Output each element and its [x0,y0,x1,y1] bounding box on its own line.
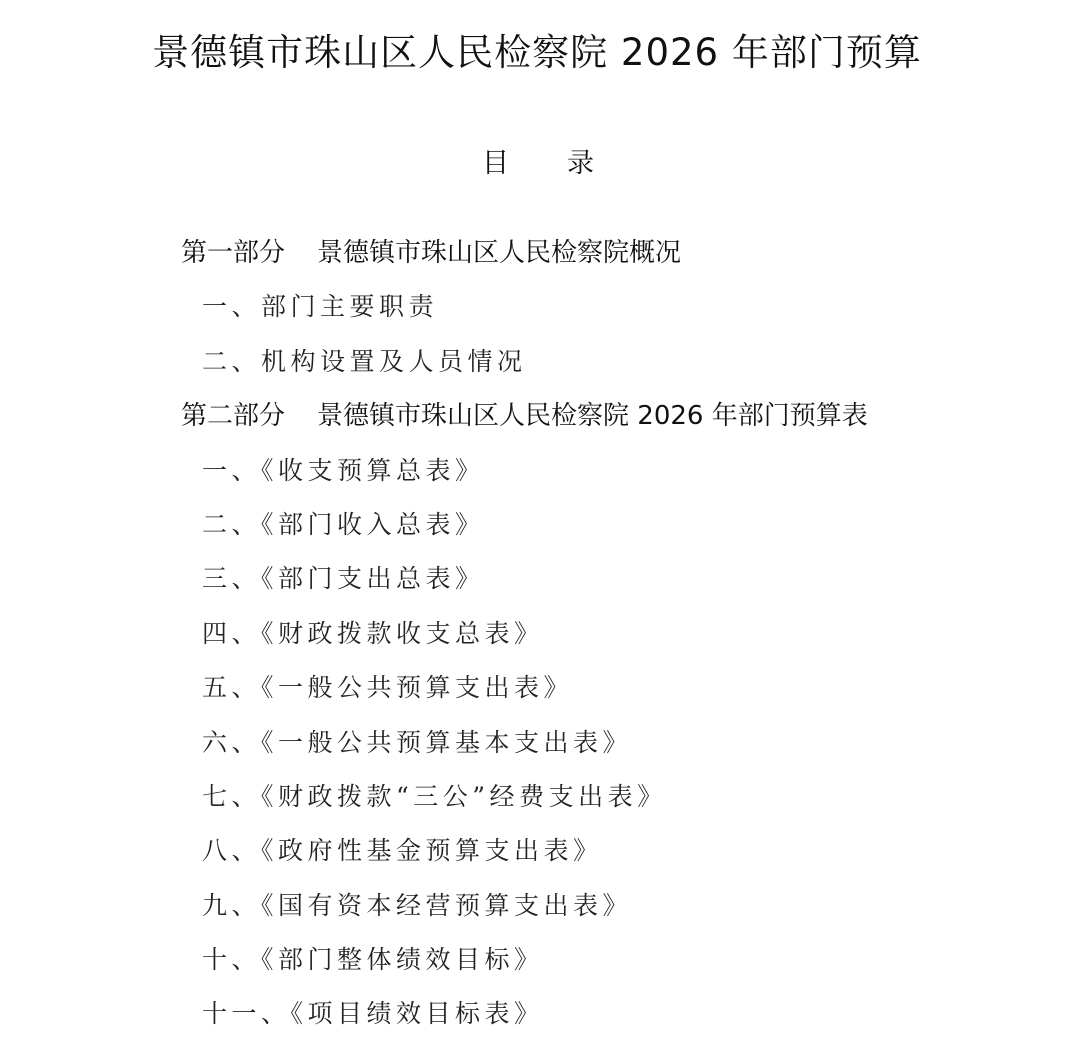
toc-item-income-summary[interactable]: 二、《部门收入总表》 [202,509,485,539]
toc-item-expenditure-summary[interactable]: 三、《部门支出总表》 [202,564,485,594]
toc-item-three-public-expenses[interactable]: 七、《财政拨款“三公”经费支出表》 [202,781,667,811]
toc-item-general-public-budget[interactable]: 五、《一般公共预算支出表》 [202,673,574,703]
toc-item-state-capital[interactable]: 九、《国有资本经营预算支出表》 [202,890,633,920]
table-of-contents [0,226,1074,1042]
toc-part-title: 景德镇市珠山区人民检察院 2026 年部门预算表 [317,401,868,432]
toc-heading-char-2: 录 [567,148,594,179]
toc-part-title: 景德镇市珠山区人民检察院概况 [317,238,682,268]
toc-heading [482,146,594,182]
toc-item-budget-summary[interactable]: 一、《收支预算总表》 [202,455,485,485]
toc-heading-char-1: 目 [482,148,509,179]
toc-item-project-performance[interactable]: 十一、《项目绩效目标表》 [202,999,544,1029]
document-title: 景德镇市珠山区人民检察院 2026 年部门预算 [152,31,922,74]
toc-part-2[interactable] [0,389,1074,443]
toc-item-general-public-basic[interactable]: 六、《一般公共预算基本支出表》 [202,727,633,757]
toc-item-performance-goals[interactable]: 十、《部门整体绩效目标》 [202,945,544,975]
toc-item-fiscal-appropriation-summary[interactable]: 四、《财政拨款收支总表》 [202,618,544,648]
toc-item-main-duties[interactable]: 一、部门主要职责 [202,292,439,322]
toc-item-organization-staff[interactable]: 二、机构设置及人员情况 [202,346,527,376]
toc-part-label: 第一部分 [181,238,286,268]
toc-part-1[interactable] [0,226,1074,280]
toc-part-label: 第二部分 [181,401,286,432]
toc-item-government-fund[interactable]: 八、《政府性基金预算支出表》 [202,836,603,866]
